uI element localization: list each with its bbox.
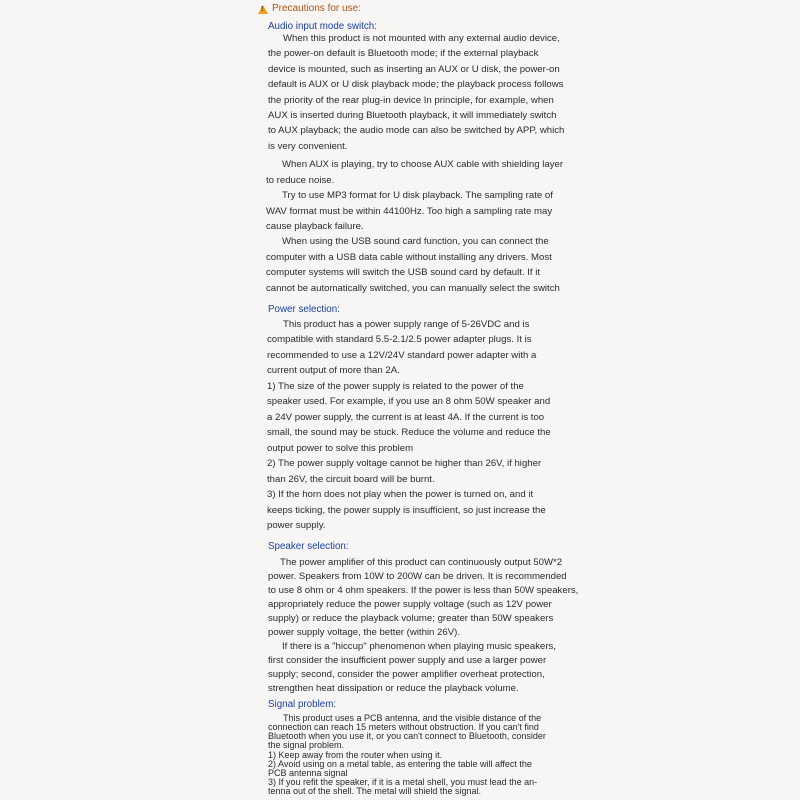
power-line: speaker used. For example, if you use an 8 ohm 50W speaker and [267,396,551,407]
audio-line: to AUX playback; the audio mode can also be switched by APP, which [268,125,565,136]
speaker-line: power supply voltage, the better (within 26V). [268,627,460,638]
audio-line: WAV format must be within 44100Hz. Too high a sampling rate may [266,206,553,217]
power-line: output power to solve this problem [267,443,414,454]
power-line: small, the sound may be stuck. Reduce the volume and reduce the [267,427,551,438]
power-line: power supply. [267,520,326,531]
audio-line: to reduce noise. [266,175,335,186]
audio-line: cannot be automatically switched, you can manually select the switch [266,283,560,294]
speaker-line: to use 8 ohm or 4 ohm speakers. If the power is less than 50W speakers, [268,585,579,596]
power-line: than 26V, the circuit board will be burnt. [267,474,435,485]
speaker-line: If there is a "hiccup" phenomenon when playing music speakers, [282,641,556,652]
audio-line: AUX is inserted during Bluetooth playback, it will immediately switch [268,110,557,121]
signal-line: This product uses a PCB antenna, and the visible distance of the [283,713,542,723]
precautions-title [258,2,361,16]
audio-line: cause playback failure. [266,221,364,232]
power-line: 1) The size of the power supply is related to the power of the [267,381,524,392]
audio-line: the power-on default is Bluetooth mode; if the external playback [268,48,539,59]
warning-triangle-icon [258,5,268,14]
audio-line: computer systems will switch the USB sound card by default. If it [266,267,541,278]
signal-line: connection can reach 15 meters without obstruction. If you can't find [268,722,539,733]
section-heading-speaker: Speaker selection: [268,541,349,552]
audio-line: When using the USB sound card function, you can connect the [282,236,549,247]
section-heading-audio: Audio input mode switch: [268,21,377,32]
audio-line: the priority of the rear plug-in device In principle, for example, when [268,95,554,106]
signal-line: Bluetooth when you use it, or you can't connect to Bluetooth, consider [268,731,546,742]
power-line: 3) If the horn does not play when the power is turned on, and it [267,489,534,500]
precautions-title-text: Precautions for use: [272,3,361,14]
power-line: compatible with standard 5.5-2.1/2.5 power adapter plugs. It is [267,334,532,345]
audio-line: default is AUX or U disk playback mode; the playback process follows [268,79,564,90]
audio-line: When this product is not mounted with any external audio device, [283,33,560,44]
speaker-line: power. Speakers from 10W to 200W can be driven. It is recommended [268,571,567,582]
power-line: 2) The power supply voltage cannot be higher than 26V, if higher [267,458,542,469]
signal-line: 2) Avoid using on a metal table, as entering the table will affect the [268,758,532,769]
audio-line: Try to use MP3 format for U disk playback. The sampling rate of [282,190,553,201]
audio-line: is very convenient. [268,141,348,152]
power-line: keeps ticking, the power supply is insufficient, so just increase the [267,505,546,516]
signal-line: PCB antenna signal [268,767,348,778]
signal-line: 1) Keep away from the router when using it. [268,749,443,760]
speaker-line: The power amplifier of this product can continuously output 50W*2 [280,557,563,568]
speaker-line: strengthen heat dissipation or reduce the playback volume. [268,683,519,694]
power-line: current output of more than 2A. [267,365,400,376]
audio-line: device is mounted, such as inserting an AUX or U disk, the power-on [268,64,560,75]
speaker-line: appropriately reduce the power supply voltage (such as 12V power [268,599,552,610]
audio-line: When AUX is playing, try to choose AUX cable with shielding layer [282,159,564,170]
power-line: This product has a power supply range of 5-26VDC and is [283,319,530,330]
speaker-line: supply) or reduce the playback volume; greater than 50W speakers [268,613,554,624]
audio-line: computer with a USB data cable without installing any drivers. Most [266,252,552,263]
power-line: recommended to use a 12V/24V standard power adapter with a [267,350,537,361]
section-heading-power: Power selection: [268,304,340,315]
speaker-line: first consider the insufficient power supply and use a larger power [268,655,547,666]
power-line: a 24V power supply, the current is at least 4A. If the current is too [267,412,545,423]
section-heading-signal: Signal problem: [268,699,337,710]
signal-line: 3) If you refit the speaker, if it is a metal shell, you must lead the an- [268,776,538,787]
signal-line: the signal problem. [268,740,345,751]
speaker-line: supply; second, consider the power amplifier overheat protection, [268,669,545,680]
signal-line: tenna out of the shell. The metal will shield the signal. [268,786,481,796]
